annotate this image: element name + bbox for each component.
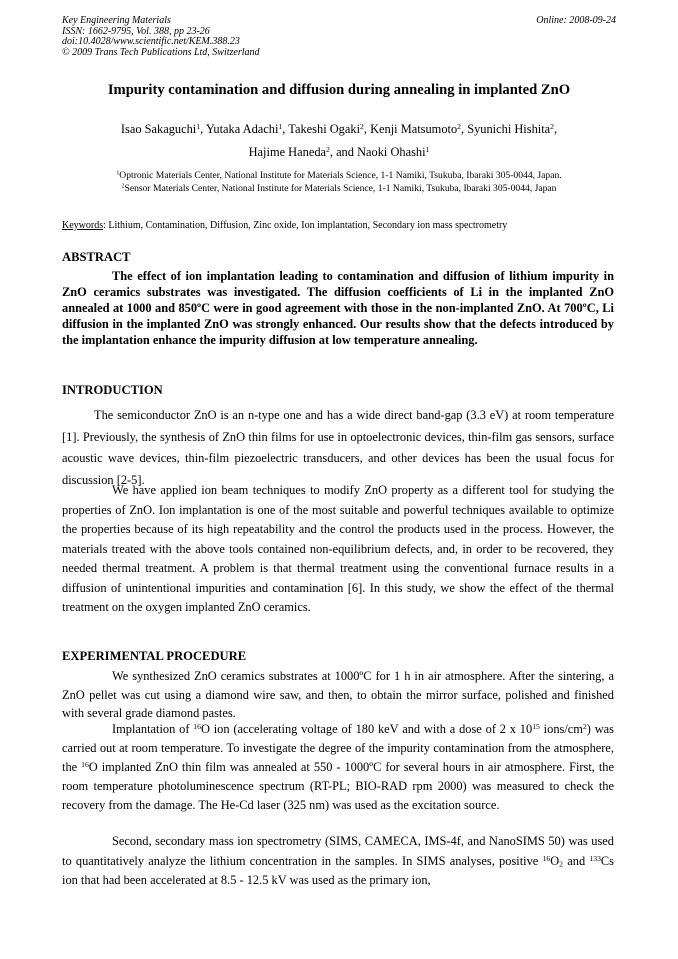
paragraph-text: O	[550, 853, 560, 868]
author-affil-mark: 1	[196, 121, 201, 131]
affiliations	[62, 170, 616, 195]
affiliation-text: Optronic Materials Center, National Institute for Materials Science, 1-1 Namiki, Tsukuba, Ibaraki 305-0044, Japan.	[119, 170, 562, 181]
journal-name: Key Engineering Materials	[62, 15, 171, 26]
paragraph-text: Implantation of	[112, 722, 194, 736]
author-affil-mark: 2	[550, 121, 554, 131]
isotope-mark: 16	[81, 759, 89, 769]
copyright-line: © 2009 Trans Tech Publications Ltd, Switzerland	[62, 46, 260, 58]
introduction-paragraph-2	[62, 481, 614, 618]
author-affil-mark: 2	[360, 121, 364, 131]
paragraph-text: ions/cm	[539, 722, 583, 736]
author-affil-mark: 2	[457, 121, 461, 131]
affiliation-text: Sensor Materials Center, National Institute for Materials Science, 1-1 Namiki, Tsukuba, Ibaraki 305-0044, Japan	[124, 182, 557, 194]
paragraph-text: The semiconductor ZnO is an n-type one and has a wide direct band-gap (3.3 eV) at room temperature [1]. Previously, the synthesis of ZnO thin films for use in optoelectronic devices, thin-film gas sensors, surface acoustic wave devices, thin-film piezoelectric transducers, and other devices has been the usual focus for discussion [2-5].	[62, 408, 614, 487]
author-name: Naoki Ohashi	[357, 145, 426, 159]
introduction-paragraph-1	[62, 405, 614, 491]
author-line-1: Isao Sakaguchi$^1$, Yutaka Adachi$^1$, Takeshi Ogaki$^2$, Kenji Matsumoto$^2$, Syunichi Hishita$^2$,	[120, 121, 558, 136]
paragraph-text: We have applied ion beam techniques to modify ZnO property as a different tool for studying the properties of ZnO. Ion implantation is one of the most suitable and powerful techniques available to optimize the properties because of its high repeatability and the control the products used in the process. However, the materials treated with the above tools contained non-equilibrium defects, and, in order to be recovered, they needed thermal treatment. A problem is that thermal treatment using the conventional furnace results in a diffusion of unintentional impurities and contamination [6]. In this study, we show the effect of the thermal treatment on the oxygen implanted ZnO ceramics.	[62, 483, 614, 614]
doi-line: doi:10.4028/www.scientific.net/KEM.388.23	[62, 36, 240, 47]
paragraph-text: O implanted ZnO thin film was annealed at 550 - 1000ºC for several hours in air atmosphere. First, the room temperature photoluminescence spectrum (RT-PL; BIO-RAD rpm 2000) was measured to check the recovery from the damage. The He-Cd laser (325 nm) was used as the excitation source.	[62, 760, 614, 812]
exponent-mark: 15	[532, 721, 540, 731]
author-name: Isao Sakaguchi	[120, 122, 197, 136]
paper-title: Impurity contamination and diffusion during annealing in implanted ZnO	[107, 82, 571, 98]
online-date: Online: 2008-09-24	[536, 15, 616, 26]
author-list	[62, 118, 616, 164]
paragraph-text: O ion (accelerating voltage of 180 keV and with a dose of 2 x 10	[200, 722, 533, 736]
affiliation-1	[62, 170, 616, 183]
experimental-paragraph-2	[62, 720, 614, 815]
affiliation-mark: 1	[116, 170, 120, 177]
affiliation-2	[62, 183, 616, 196]
paragraph-text: Second, secondary mass ion spectrometry (SIMS, CAMECA, IMS-4f, and NanoSIMS 50) was used to quantitatively analyze the lithium concentration in the samples. In SIMS analyses, positive	[62, 834, 614, 868]
abstract-text: The effect of ion implantation leading to contamination and diffusion of lithium impurity in ZnO ceramics substrates was investigated. The diffusion coefficients of Li in the implanted ZnO annealed at 1000 and 850ºC were in good agreement with those in the non-implanted ZnO. At 700ºC, Li diffusion in the implanted ZnO was strongly enhanced. Our results show that the defects introduced by the implantation enhance the impurity diffusion at low temperature annealing.	[62, 269, 614, 347]
experimental-paragraph-3	[62, 832, 614, 891]
keywords-label: Keywords	[62, 220, 104, 231]
keywords-text: : Lithium, Contamination, Diffusion, Zinc oxide, Ion implantation, Secondary ion mass spectrometry	[103, 220, 508, 231]
author-name: Takeshi Ogaki	[288, 122, 361, 136]
experimental-heading: EXPERIMENTAL PROCEDURE	[62, 649, 247, 663]
affiliation-mark: 2	[121, 183, 125, 190]
author-conjunction: and	[336, 145, 354, 159]
author-name: Hajime Haneda	[248, 145, 327, 159]
isotope-mark: 16	[193, 721, 201, 731]
exponent-mark: 2	[582, 721, 587, 731]
abstract-heading: ABSTRACT	[62, 250, 131, 264]
paragraph-text: and	[563, 853, 590, 868]
author-affil-mark: 1	[425, 144, 430, 154]
author-affil-mark: 1	[278, 121, 283, 131]
paragraph-text: Cs ion that had been accelerated at 8.5 - 12.5 kV was used as the primary ion,	[62, 853, 614, 887]
isotope-mark: 133	[589, 853, 601, 863]
author-name: Kenji Matsumoto	[370, 122, 458, 136]
experimental-paragraph-1	[62, 667, 614, 723]
isotope-mark: 16	[542, 853, 551, 863]
author-affil-mark: 2	[326, 144, 330, 154]
paragraph-text: ) was carried out at room temperature. To investigate the degree of the impurity contamination from the atmosphere, the	[62, 722, 614, 774]
paragraph-text: We synthesized ZnO ceramics substrates at 1000ºC for 1 h in air atmosphere. After the sintering, a ZnO pellet was cut using a diamond wire saw, and then, to obtain the mirror surface, polished and finished with several grade diamond pastes.	[62, 669, 614, 720]
abstract-body	[62, 268, 614, 348]
author-line-2: Hajime Haneda$^2$, and Naoki Ohashi$^1$	[248, 144, 430, 159]
author-name: Yutaka Adachi	[205, 122, 279, 136]
keywords	[62, 220, 616, 231]
author-name: Syunichi Hishita	[467, 122, 551, 136]
journal-header	[62, 16, 616, 58]
subscript-mark: 2	[559, 859, 563, 869]
issn-line: ISSN: 1662-9795, Vol. 388, pp 23-26	[62, 25, 210, 37]
introduction-heading: INTRODUCTION	[62, 383, 163, 397]
